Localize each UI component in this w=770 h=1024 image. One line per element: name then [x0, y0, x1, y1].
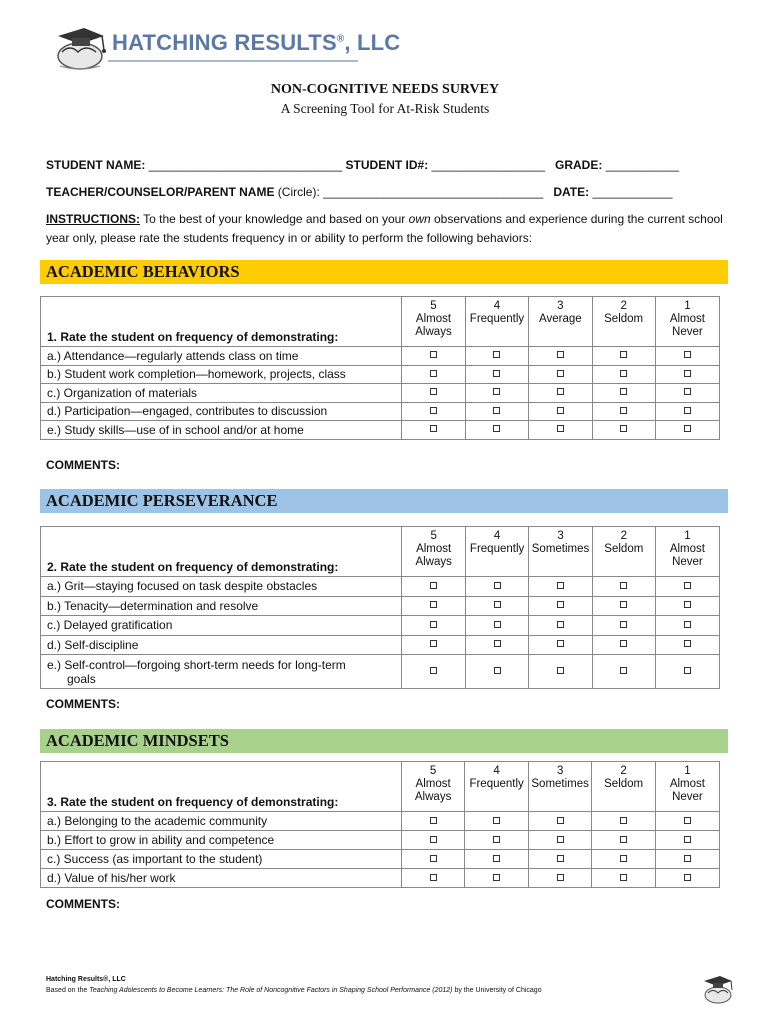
section-title-academic-behaviors: ACADEMIC BEHAVIORS: [40, 260, 728, 284]
checkbox[interactable]: [430, 370, 437, 377]
behavior-item: d.) Self-discipline: [41, 635, 402, 655]
checkbox[interactable]: [557, 855, 564, 862]
checkbox[interactable]: [430, 351, 437, 358]
checkbox[interactable]: [493, 351, 500, 358]
checkbox[interactable]: [494, 667, 501, 674]
checkbox[interactable]: [557, 836, 564, 843]
checkbox[interactable]: [430, 425, 437, 432]
table-row: [41, 421, 720, 440]
table-row: [41, 402, 720, 421]
checkbox[interactable]: [557, 667, 564, 674]
checkbox[interactable]: [684, 351, 691, 358]
checkbox[interactable]: [620, 817, 627, 824]
scale-header: 5 Almost Always: [401, 762, 465, 812]
table-row: [41, 850, 720, 869]
instructions-label: INSTRUCTIONS:: [46, 212, 140, 226]
behavior-item: b.) Effort to grow in ability and competence: [41, 831, 402, 850]
teacher-name-label: TEACHER/COUNSELOR/PARENT NAME: [46, 185, 275, 199]
table-row: [41, 347, 720, 366]
student-info-line: [46, 158, 679, 172]
checkbox[interactable]: [493, 855, 500, 862]
checkbox[interactable]: [430, 388, 437, 395]
table-row: [41, 869, 720, 888]
checkbox[interactable]: [430, 817, 437, 824]
checkbox[interactable]: [494, 582, 501, 589]
student-name-field[interactable]: _____________________________: [145, 158, 346, 172]
instructions: INSTRUCTIONS: To the best of your knowledge and based on your own observations and experience during the current school year only, please rate the students frequency in or ability to perform the following behaviors:: [46, 212, 723, 245]
checkbox[interactable]: [684, 407, 691, 414]
grade-label: GRADE:: [555, 158, 603, 172]
behavior-item: d.) Value of his/her work: [41, 869, 402, 888]
checkbox[interactable]: [493, 407, 500, 414]
survey-subtitle: A Screening Tool for At-Risk Students: [280, 101, 490, 116]
comments-label: COMMENTS:: [46, 697, 120, 711]
table-row: [41, 812, 720, 831]
checkbox[interactable]: [684, 370, 691, 377]
checkbox[interactable]: [493, 874, 500, 881]
checkbox[interactable]: [494, 601, 501, 608]
footer-company: Hatching Results®, LLC: [46, 976, 126, 983]
checkbox[interactable]: [684, 388, 691, 395]
hatching-results-logo: [50, 22, 401, 70]
section-title-academic-perseverance: ACADEMIC PERSEVERANCE: [40, 489, 728, 513]
teacher-circle-note: (Circle):: [274, 185, 320, 199]
scale-header: 4 Frequently: [465, 527, 528, 577]
table-row: [41, 365, 720, 384]
checkbox[interactable]: [557, 407, 564, 414]
checkbox[interactable]: [684, 425, 691, 432]
scale-header: 1 Almost Never: [655, 762, 719, 812]
checkbox[interactable]: [557, 425, 564, 432]
question-heading: 3. Rate the student on frequency of demonstrating:: [41, 762, 402, 812]
scale-header: 2 Seldom: [592, 527, 655, 577]
checkbox[interactable]: [557, 370, 564, 377]
grade-field[interactable]: ___________: [602, 158, 680, 172]
scale-header: 2 Seldom: [592, 762, 655, 812]
checkbox[interactable]: [493, 836, 500, 843]
table-header-row: [41, 297, 720, 347]
checkbox[interactable]: [620, 667, 627, 674]
footer-logo-icon: [700, 972, 736, 1006]
checkbox[interactable]: [430, 621, 437, 628]
rating-table-academic-mindsets: [40, 761, 720, 888]
scale-header: 1 Almost Never: [655, 297, 719, 347]
checkbox[interactable]: [684, 836, 691, 843]
table-header-row: [41, 527, 720, 577]
checkbox[interactable]: [684, 855, 691, 862]
checkbox[interactable]: [493, 817, 500, 824]
checkbox[interactable]: [620, 836, 627, 843]
checkbox[interactable]: [620, 601, 627, 608]
teacher-name-field[interactable]: _________________________________: [319, 185, 554, 199]
checkbox[interactable]: [430, 836, 437, 843]
checkbox[interactable]: [430, 874, 437, 881]
comments-label: COMMENTS:: [46, 897, 120, 911]
scale-header: 1 Almost Never: [655, 527, 719, 577]
scale-header: 3 Average: [529, 297, 592, 347]
table-row: [41, 384, 720, 403]
behavior-item: a.) Belonging to the academic community: [41, 812, 402, 831]
question-heading: 1. Rate the student on frequency of demonstrating:: [41, 297, 402, 347]
scale-header: 4 Frequently: [465, 762, 529, 812]
student-id-label: STUDENT ID#:: [345, 158, 429, 172]
checkbox[interactable]: [557, 640, 564, 647]
footer-citation: Based on the Teaching Adolescents to Become Learners: The Role of Noncognitive Factors in Shaping School Performance (2012) by the University of Chicago: [46, 987, 542, 994]
behavior-item: a.) Grit—staying focused on task despite obstacles: [41, 577, 402, 597]
student-id-field[interactable]: _________________: [428, 158, 556, 172]
checkbox[interactable]: [430, 640, 437, 647]
student-name-label: STUDENT NAME:: [46, 158, 146, 172]
checkbox[interactable]: [557, 621, 564, 628]
checkbox[interactable]: [620, 874, 627, 881]
checkbox[interactable]: [684, 817, 691, 824]
checkbox[interactable]: [684, 621, 691, 628]
table-row: [41, 831, 720, 850]
checkbox[interactable]: [430, 855, 437, 862]
scale-header: 5 Almost Always: [402, 527, 465, 577]
table-header-row: [41, 762, 720, 812]
table-row: [41, 577, 720, 597]
table-row: [41, 596, 720, 616]
logo-underline: [108, 60, 358, 62]
logo-text: HATCHING RESULTS®, LLC: [112, 30, 401, 55]
scale-header: 2 Seldom: [592, 297, 655, 347]
checkbox[interactable]: [620, 855, 627, 862]
scale-header: 5 Almost Always: [402, 297, 466, 347]
rating-table-academic-behaviors: [40, 296, 720, 440]
checkbox[interactable]: [557, 874, 564, 881]
behavior-item: b.) Student work completion—homework, projects, class: [41, 365, 402, 384]
checkbox[interactable]: [557, 582, 564, 589]
checkbox[interactable]: [493, 425, 500, 432]
checkbox[interactable]: [684, 874, 691, 881]
checkbox[interactable]: [620, 582, 627, 589]
checkbox[interactable]: [684, 640, 691, 647]
checkbox[interactable]: [493, 370, 500, 377]
rating-table-academic-perseverance: [40, 526, 720, 689]
scale-header: 4 Frequently: [465, 297, 528, 347]
behavior-item: a.) Attendance—regularly attends class on time: [41, 347, 402, 366]
table-row: [41, 616, 720, 636]
checkbox[interactable]: [430, 407, 437, 414]
date-field[interactable]: ____________: [589, 185, 673, 199]
checkbox[interactable]: [620, 370, 627, 377]
behavior-item: d.) Participation—engaged, contributes to discussion: [41, 402, 402, 421]
checkbox[interactable]: [684, 582, 691, 589]
scale-header: 3 Sometimes: [528, 762, 592, 812]
checkbox[interactable]: [557, 601, 564, 608]
scale-header: 3 Sometimes: [529, 527, 592, 577]
checkbox[interactable]: [430, 667, 437, 674]
checkbox[interactable]: [430, 601, 437, 608]
checkbox[interactable]: [684, 667, 691, 674]
checkbox[interactable]: [620, 621, 627, 628]
checkbox[interactable]: [494, 621, 501, 628]
checkbox[interactable]: [493, 388, 500, 395]
behavior-item: b.) Tenacity—determination and resolve: [41, 596, 402, 616]
behavior-item: e.) Self-control—forgoing short-term needs for long-term goals: [41, 655, 402, 689]
checkbox[interactable]: [684, 601, 691, 608]
behavior-item: e.) Study skills—use of in school and/or at home: [41, 421, 402, 440]
table-row: [41, 635, 720, 655]
checkbox[interactable]: [620, 388, 627, 395]
checkbox[interactable]: [557, 388, 564, 395]
comments-label: COMMENTS:: [46, 458, 120, 472]
table-row: [41, 655, 720, 689]
behavior-item: c.) Organization of materials: [41, 384, 402, 403]
date-label: DATE:: [553, 185, 590, 199]
teacher-info-line: [46, 185, 673, 199]
checkbox[interactable]: [557, 817, 564, 824]
survey-title: NON-COGNITIVE NEEDS SURVEY: [270, 82, 500, 97]
checkbox[interactable]: [557, 351, 564, 358]
checkbox[interactable]: [620, 425, 627, 432]
checkbox[interactable]: [620, 640, 627, 647]
section-title-academic-mindsets: ACADEMIC MINDSETS: [40, 729, 728, 753]
behavior-item: c.) Delayed gratification: [41, 616, 402, 636]
question-heading: 2. Rate the student on frequency of demonstrating:: [41, 527, 402, 577]
checkbox[interactable]: [620, 351, 627, 358]
checkbox[interactable]: [430, 582, 437, 589]
checkbox[interactable]: [494, 640, 501, 647]
behavior-item: c.) Success (as important to the student): [41, 850, 402, 869]
graduation-egg-icon: [50, 22, 110, 72]
checkbox[interactable]: [620, 407, 627, 414]
